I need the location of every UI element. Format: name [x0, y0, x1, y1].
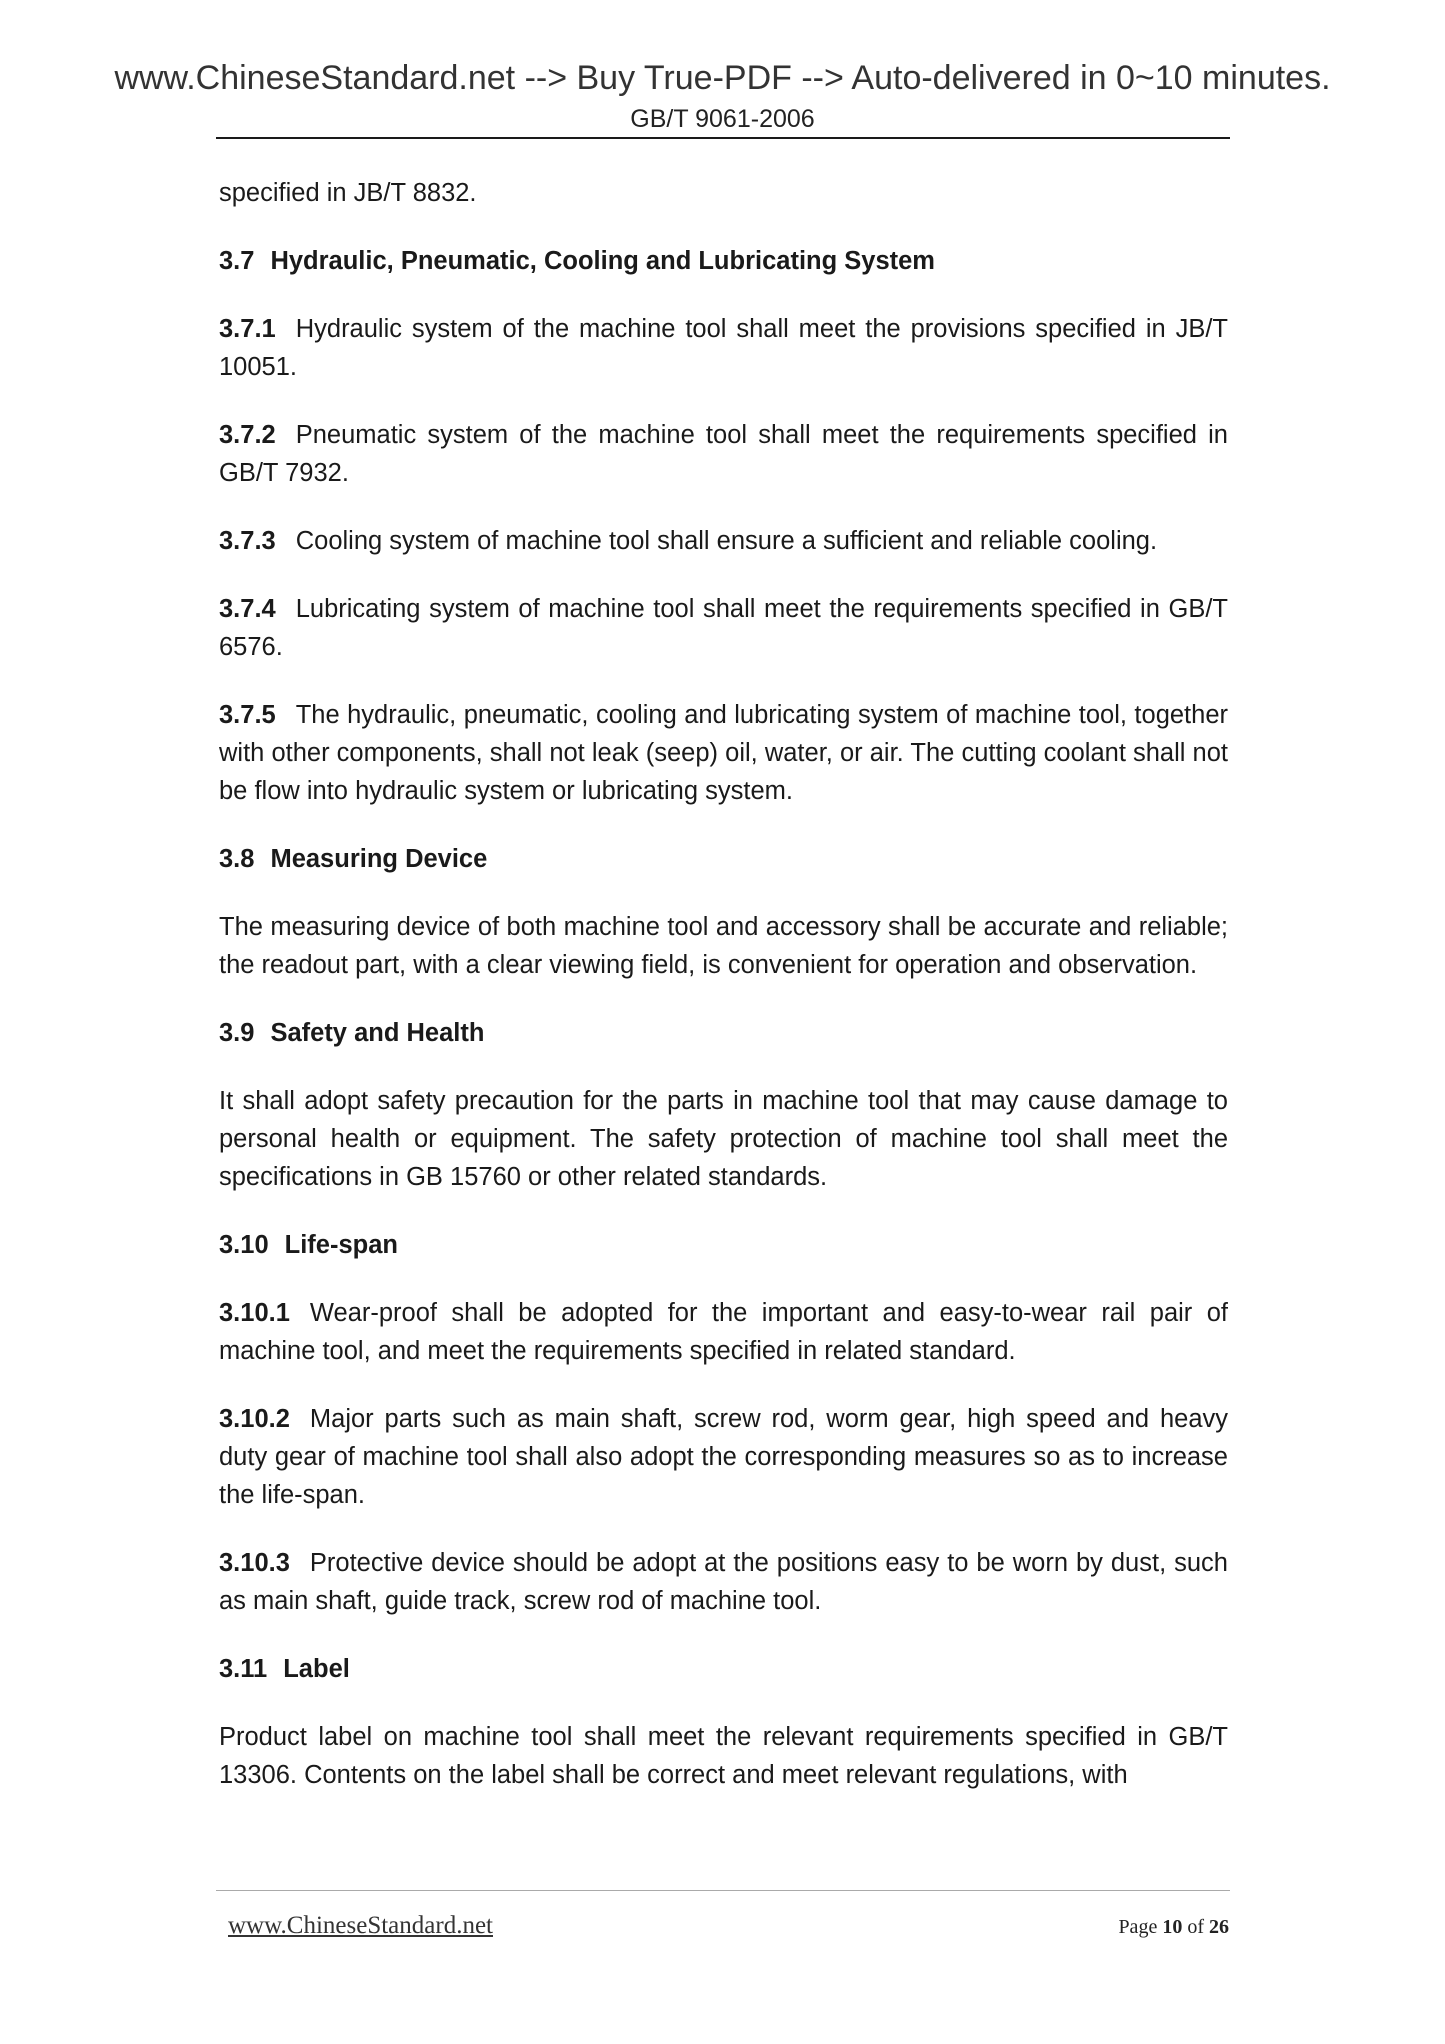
- document-body: [219, 174, 1228, 1824]
- clause-number: 3.7.3: [219, 527, 276, 555]
- section-number: 3.8: [219, 845, 255, 873]
- section-number: 3.10: [219, 1231, 269, 1259]
- page-current: 10: [1162, 1916, 1183, 1938]
- clause-text: Protective device should be adopt at the positions easy to be worn by dust, such as main shaft, guide track, screw rod of machine tool.: [219, 1549, 1228, 1615]
- footer-website-link[interactable]: www.ChineseStandard.net: [228, 1912, 493, 1939]
- clause-text: Pneumatic system of the machine tool shall meet the requirements specified in GB/T 7932.: [219, 421, 1228, 487]
- page-total: 26: [1209, 1916, 1229, 1938]
- clause-number: 3.10.2: [219, 1405, 290, 1433]
- clause-text: Hydraulic system of the machine tool shall meet the provisions specified in JB/T 10051.: [219, 315, 1228, 381]
- clause-text: Major parts such as main shaft, screw rod, worm gear, high speed and heavy duty gear of machine tool shall also adopt the corresponding measures so as to increase the life-span.: [219, 1405, 1228, 1509]
- paragraph-intro: specified in JB/T 8832.: [219, 179, 477, 207]
- section-heading-3-9: [219, 1014, 1228, 1052]
- clause-number: 3.7.1: [219, 315, 276, 343]
- paragraph-3-9: It shall adopt safety precaution for the parts in machine tool that may cause damage to personal health or equipment. The safety protection of machine tool shall meet the specifications in GB 15760 or other related standards.: [219, 1087, 1228, 1191]
- header-divider: [216, 137, 1230, 139]
- section-heading-3-11: [219, 1650, 1228, 1688]
- page-label: Page: [1118, 1916, 1158, 1938]
- section-title: Life-span: [284, 1231, 398, 1259]
- clause-3-7-4: [219, 590, 1228, 666]
- paragraph-3-8: The measuring device of both machine tool and accessory shall be accurate and reliable; the readout part, with a clear viewing field, is convenient for operation and observation.: [219, 913, 1228, 979]
- clause-3-7-2: [219, 416, 1228, 492]
- clause-text: Lubricating system of machine tool shall meet the requirements specified in GB/T 6576.: [219, 595, 1228, 661]
- section-title: Safety and Health: [270, 1019, 485, 1047]
- section-number: 3.9: [219, 1019, 255, 1047]
- clause-number: 3.7.2: [219, 421, 276, 449]
- clause-number: 3.10.1: [219, 1299, 290, 1327]
- clause-number: 3.7.5: [219, 701, 276, 729]
- clause-3-7-3: [219, 522, 1228, 560]
- section-heading-3-8: [219, 840, 1228, 878]
- clause-text: Cooling system of machine tool shall ensure a sufficient and reliable cooling.: [295, 527, 1158, 555]
- section-heading-3-7: [219, 242, 1228, 280]
- section-title: Hydraulic, Pneumatic, Cooling and Lubricating System: [270, 247, 935, 275]
- footer-divider: [216, 1890, 1230, 1891]
- section-heading-3-10: [219, 1226, 1228, 1264]
- clause-3-10-3: [219, 1544, 1228, 1620]
- section-title: Measuring Device: [270, 845, 488, 873]
- page-of-label: of: [1187, 1916, 1204, 1938]
- page-indicator: [1118, 1916, 1229, 1939]
- clause-text: The hydraulic, pneumatic, cooling and lubricating system of machine tool, together with other components, shall not leak (seep) oil, water, or air. The cutting coolant shall not be flow into hydraulic system or lubricating system.: [219, 701, 1228, 805]
- document-code: GB/T 9061-2006: [630, 105, 815, 133]
- section-title: Label: [283, 1655, 350, 1683]
- clause-text: Wear-proof shall be adopted for the important and easy-to-wear rail pair of machine tool, and meet the requirements specified in related standard.: [219, 1299, 1228, 1365]
- clause-number: 3.7.4: [219, 595, 276, 623]
- clause-number: 3.10.3: [219, 1549, 290, 1577]
- clause-3-7-1: [219, 310, 1228, 386]
- source-banner: www.ChineseStandard.net --> Buy True-PDF --> Auto-delivered in 0~10 minutes.: [114, 59, 1331, 97]
- clause-3-7-5: [219, 696, 1228, 810]
- clause-3-10-2: [219, 1400, 1228, 1514]
- section-number: 3.7: [219, 247, 255, 275]
- clause-3-10-1: [219, 1294, 1228, 1370]
- paragraph-3-11: Product label on machine tool shall meet the relevant requirements specified in GB/T 13306. Contents on the label shall be correct and meet relevant regulations, with: [219, 1723, 1228, 1789]
- section-number: 3.11: [219, 1655, 268, 1683]
